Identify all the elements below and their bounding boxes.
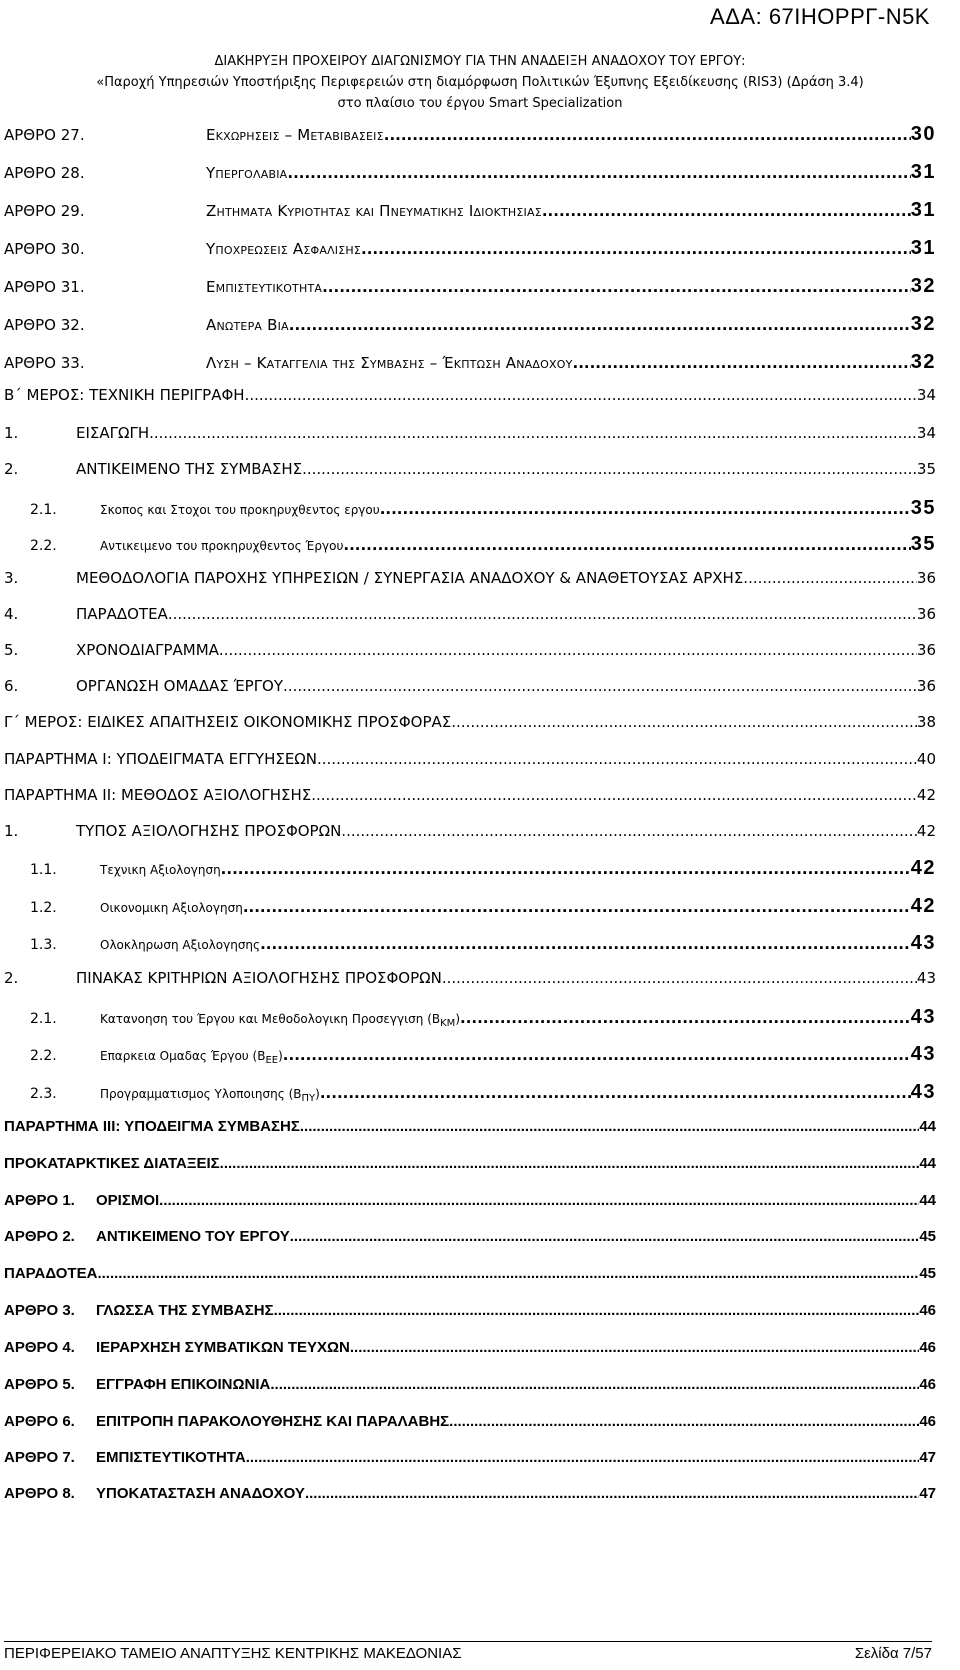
toc-entry-page: 38 bbox=[916, 713, 936, 731]
toc-leader-dots bbox=[149, 424, 917, 442]
document-header bbox=[0, 51, 960, 114]
toc-leader-dots bbox=[743, 569, 917, 587]
toc-entry-number: ΑΡΘΡΟ 5. bbox=[4, 1376, 75, 1393]
toc-entry-title-text: ΠΑΡΑΔΟΤΕΑ bbox=[4, 1265, 98, 1282]
toc-leader-dots bbox=[290, 1228, 920, 1245]
toc-entry-number: ΑΡΘΡΟ 1. bbox=[4, 1192, 75, 1209]
toc-leader-dots bbox=[243, 898, 911, 916]
toc-entry-title-text: ΠΙΝΑΚΑΣ ΚΡΙΤΗΡΙΩΝ ΑΞΙΟΛΟΓΗΣΗΣ ΠΡΟΣΦΟΡΩΝ bbox=[76, 969, 442, 987]
toc-entry-number: 2.1. bbox=[30, 1011, 57, 1027]
toc-entry-title bbox=[4, 1155, 220, 1172]
toc-entry[interactable] bbox=[4, 386, 936, 410]
toc-entry-page: 47 bbox=[919, 1449, 936, 1466]
toc-entry-number: 1. bbox=[4, 822, 19, 840]
toc-entry-number: 2.3. bbox=[30, 1086, 57, 1102]
toc-leader-dots bbox=[246, 1449, 920, 1466]
header-line-2: «Παροχή Υπηρεσιών Υποστήριξης Περιφερειών στη διαμόρφωση Πολιτικών Έξυπνης Εξειδίκευσης (RIS3) (Δράση 3.4) bbox=[96, 75, 864, 90]
toc-entry-title bbox=[100, 901, 243, 915]
toc-entry-title bbox=[96, 1413, 449, 1430]
toc-entry[interactable] bbox=[4, 351, 936, 375]
toc-entry[interactable] bbox=[4, 497, 936, 521]
toc-entry[interactable] bbox=[4, 786, 936, 810]
toc-entry-title-text: Υποχρεωσεις Ασφαλισης bbox=[206, 240, 362, 258]
toc-entry-page: 45 bbox=[919, 1228, 936, 1245]
toc-entry-title bbox=[206, 316, 289, 334]
toc-entry-title bbox=[76, 677, 283, 695]
toc-entry-number: 1.2. bbox=[30, 900, 57, 916]
toc-entry[interactable] bbox=[4, 237, 936, 261]
toc-entry-title-text: ΜΕΘΟΔΟΛΟΓΙΑ ΠΑΡΟΧΗΣ ΥΠΗΡΕΣΙΩΝ / ΣΥΝΕΡΓΑΣΙΑ ΑΝΑΔΟΧΟΥ & ΑΝΑΘΕΤΟΥΣΑΣ ΑΡΧΗΣ bbox=[76, 569, 744, 587]
toc-entry-title-text: Επαρκεια Ομαδας Έργου (Β bbox=[100, 1049, 266, 1063]
toc-leader-dots bbox=[97, 1265, 919, 1282]
toc-entry-number: ΑΡΘΡΟ 30. bbox=[4, 240, 85, 258]
toc-entry[interactable] bbox=[4, 1376, 936, 1400]
toc-leader-dots bbox=[442, 969, 917, 987]
toc-entry-number: 2. bbox=[4, 460, 19, 478]
toc-entry-title-text: ΠΡΟΚΑΤΑΡΚΤΙΚΕΣ ΔΙΑΤΑΞΕΙΣ bbox=[4, 1155, 220, 1172]
toc-entry-page: 42 bbox=[910, 857, 936, 879]
toc-entry-page: 31 bbox=[910, 199, 936, 221]
toc-entry-page: 46 bbox=[919, 1376, 936, 1393]
toc-entry-number: 2.2. bbox=[30, 1048, 57, 1064]
toc-entry-title bbox=[206, 240, 361, 258]
toc-entry[interactable] bbox=[4, 569, 936, 593]
toc-entry-title-text: ΕΜΠΙΣΤΕΥΤΙΚΟΤΗΤΑ bbox=[96, 1449, 246, 1466]
toc-leader-dots bbox=[260, 935, 911, 953]
toc-entry-page: 32 bbox=[910, 351, 936, 373]
toc-entry[interactable] bbox=[4, 1449, 936, 1473]
toc-entry-title bbox=[96, 1228, 290, 1245]
toc-entry-number: ΑΡΘΡΟ 8. bbox=[4, 1485, 75, 1502]
toc-entry-title-text: Εκχωρησεις – Μεταβιβασεις bbox=[206, 126, 384, 144]
toc-entry-page: 47 bbox=[919, 1485, 936, 1502]
toc-entry[interactable] bbox=[4, 1192, 936, 1216]
toc-entry-title bbox=[100, 1049, 283, 1066]
toc-entry-title-text: ΓΛΩΣΣΑ ΤΗΣ ΣΥΜΒΑΣΗΣ bbox=[96, 1302, 274, 1319]
toc-entry-title bbox=[76, 605, 168, 623]
toc-entry-page: 32 bbox=[910, 275, 936, 297]
toc-leader-dots bbox=[168, 605, 917, 623]
toc-entry-number: ΑΡΘΡΟ 4. bbox=[4, 1339, 75, 1356]
toc-entry-title bbox=[76, 424, 149, 442]
toc-entry-title-text: Αντικειμενο του προκηρυχθεντος Έργου bbox=[100, 539, 344, 553]
toc-entry-number: 2. bbox=[4, 969, 19, 987]
toc-leader-dots bbox=[221, 860, 911, 878]
toc-entry-title-text: Προγραμματισμος Υλοποιησης (Β bbox=[100, 1087, 302, 1101]
toc-entry-number: ΑΡΘΡΟ 3. bbox=[4, 1302, 75, 1319]
toc-entry-number: ΑΡΘΡΟ 7. bbox=[4, 1449, 75, 1466]
toc-leader-dots bbox=[460, 1009, 911, 1027]
toc-entry-number: 2.2. bbox=[30, 538, 57, 554]
toc-entry-title bbox=[96, 1339, 350, 1356]
toc-leader-dots bbox=[220, 1155, 920, 1172]
toc-entry-page: 43 bbox=[910, 1043, 936, 1065]
toc-entry-title bbox=[96, 1376, 270, 1393]
toc-entry-title-text: Τεχνικη Αξιολογηση bbox=[100, 863, 221, 877]
toc-leader-dots bbox=[384, 126, 911, 144]
toc-entry-title bbox=[100, 503, 380, 517]
toc-leader-dots bbox=[245, 386, 917, 404]
toc-entry[interactable] bbox=[4, 1228, 936, 1252]
toc-entry-subscript: ΠΥ bbox=[301, 1093, 316, 1104]
toc-leader-dots bbox=[573, 354, 911, 372]
toc-entry-number: 3. bbox=[4, 569, 19, 587]
toc-entry-page: 31 bbox=[910, 237, 936, 259]
toc-entry-subscript: ΚΜ bbox=[440, 1018, 456, 1029]
toc-leader-dots bbox=[283, 1046, 911, 1064]
toc-leader-dots bbox=[322, 278, 911, 296]
toc-leader-dots bbox=[283, 677, 917, 695]
toc-leader-dots bbox=[380, 500, 911, 518]
toc-entry-page: 44 bbox=[919, 1192, 936, 1209]
toc-entry[interactable] bbox=[4, 1413, 936, 1437]
toc-entry-title bbox=[4, 1118, 300, 1135]
toc-entry-title bbox=[4, 1265, 97, 1282]
toc-entry-title-text: Ανωτερα Βια bbox=[206, 316, 289, 334]
footer-organization: ΠΕΡΙΦΕΡΕΙΑΚΟ ΤΑΜΕΙΟ ΑΝΑΠΤΥΞΗΣ ΚΕΝΤΡΙΚΗΣ ΜΑΚΕΔΟΝΙΑΣ bbox=[4, 1645, 462, 1662]
toc-entry[interactable] bbox=[4, 1339, 936, 1363]
toc-entry-number: ΑΡΘΡΟ 28. bbox=[4, 164, 85, 182]
toc-leader-dots bbox=[341, 822, 917, 840]
toc-entry-subscript: ΕΕ bbox=[265, 1055, 279, 1066]
ada-code: ΑΔΑ: 67ΙΗΟΡΡΓ-Ν5Κ bbox=[710, 4, 930, 29]
toc-entry-title-text: Σκοπος και Στοχοι του προκηρυχθεντος εργου bbox=[100, 503, 380, 517]
toc-entry-title bbox=[4, 713, 451, 731]
toc-entry-title bbox=[206, 202, 542, 220]
toc-entry-page: 36 bbox=[916, 569, 936, 587]
toc-entry-title-text: ΠΑΡΑΡΤΗΜΑ ΙΙΙ: ΥΠΟΔΕΙΓΜΑ ΣΥΜΒΑΣΗΣ bbox=[4, 1118, 300, 1135]
toc-entry-title-text: Κατανοηση του Έργου και Μεθοδολογικη Προσεγγιση (Β bbox=[100, 1012, 441, 1026]
toc-entry[interactable] bbox=[4, 932, 936, 956]
toc-entry-number: 1.3. bbox=[30, 937, 57, 953]
toc-entry[interactable] bbox=[4, 1118, 936, 1142]
toc-entry-title bbox=[4, 386, 245, 404]
toc-entry-page: 35 bbox=[910, 497, 936, 519]
toc-leader-dots bbox=[350, 1339, 919, 1356]
toc-entry-page: 46 bbox=[919, 1339, 936, 1356]
toc-entry-number: 2.1. bbox=[30, 502, 57, 518]
toc-entry[interactable] bbox=[4, 161, 936, 185]
toc-leader-dots bbox=[300, 1118, 919, 1135]
toc-leader-dots bbox=[159, 1192, 919, 1209]
toc-entry-title bbox=[100, 539, 343, 553]
toc-entry-title-text: ΙΕΡΑΡΧΗΣΗ ΣΥΜΒΑΤΙΚΩΝ ΤΕΥΧΩΝ bbox=[96, 1339, 350, 1356]
toc-entry-page: 43 bbox=[910, 1006, 936, 1028]
toc-entry-number: 4. bbox=[4, 605, 19, 623]
toc-entry-title-text: ΕΓΓΡΑΦΗ ΕΠΙΚΟΙΝΩΝΙΑ bbox=[96, 1376, 271, 1393]
toc-entry[interactable] bbox=[4, 313, 936, 337]
toc-entry-page: 36 bbox=[916, 677, 936, 695]
toc-leader-dots bbox=[449, 1413, 919, 1430]
toc-entry-title-text: Λυση – Καταγγελια της Συμβασης – Έκπτωση Αναδοχου bbox=[206, 354, 573, 372]
toc-entry-title bbox=[100, 1012, 460, 1029]
toc-entry-title bbox=[96, 1192, 159, 1209]
toc-entry-title bbox=[206, 126, 384, 144]
toc-entry-page: 43 bbox=[910, 1081, 936, 1103]
toc-entry-title bbox=[96, 1449, 246, 1466]
toc-entry[interactable] bbox=[4, 1081, 936, 1105]
toc-entry-title-text: ΑΝΤΙΚΕΙΜΕΝΟ ΤΟΥ ΕΡΓΟΥ bbox=[96, 1228, 290, 1245]
toc-entry-page: 43 bbox=[910, 932, 936, 954]
toc-entry-number: ΑΡΘΡΟ 27. bbox=[4, 126, 85, 144]
toc-entry-title-text: ΠΑΡΑΡΤΗΜΑ ΙΙ: ΜΕΘΟΔΟΣ ΑΞΙΟΛΟΓΗΣΗΣ bbox=[4, 786, 312, 804]
toc-entry-title-text: ΤΥΠΟΣ ΑΞΙΟΛΟΓΗΣΗΣ ΠΡΟΣΦΟΡΩΝ bbox=[76, 822, 342, 840]
toc-entry-title-suffix: ) bbox=[278, 1049, 283, 1063]
toc-leader-dots bbox=[305, 1485, 919, 1502]
toc-entry-page: 36 bbox=[916, 641, 936, 659]
toc-entry[interactable] bbox=[4, 1265, 936, 1289]
toc-entry-number: 1. bbox=[4, 424, 19, 442]
toc-entry-title-suffix: ) bbox=[315, 1087, 320, 1101]
toc-entry-page: 46 bbox=[919, 1302, 936, 1319]
toc-entry-title-text: Εμπιστευτικοτητα bbox=[206, 278, 323, 296]
toc-entry-page: 42 bbox=[910, 895, 936, 917]
toc-entry[interactable] bbox=[4, 275, 936, 299]
toc-entry-number: ΑΡΘΡΟ 31. bbox=[4, 278, 85, 296]
toc-entry-title bbox=[206, 354, 573, 372]
toc-entry-title bbox=[4, 750, 317, 768]
toc-entry-number: ΑΡΘΡΟ 32. bbox=[4, 316, 85, 334]
toc-leader-dots bbox=[219, 641, 917, 659]
toc-entry-title-text: ΕΠΙΤΡΟΠΗ ΠΑΡΑΚΟΛΟΥΘΗΣΗΣ ΚΑΙ ΠΑΡΑΛΑΒΗΣ bbox=[96, 1413, 450, 1430]
toc-entry-title bbox=[96, 1485, 305, 1502]
toc-entry-title bbox=[76, 641, 219, 659]
toc-leader-dots bbox=[270, 1376, 919, 1393]
toc-entry-number: 1.1. bbox=[30, 862, 57, 878]
toc-leader-dots bbox=[343, 536, 910, 554]
toc-entry-title-text: ΧΡΟΝΟΔΙΑΓΡΑΜΜΑ bbox=[76, 641, 219, 659]
footer-divider bbox=[4, 1641, 932, 1642]
toc-leader-dots bbox=[361, 240, 911, 258]
toc-entry-title bbox=[206, 278, 322, 296]
toc-entry-title-text: ΥΠΟΚΑΤΑΣΤΑΣΗ ΑΝΑΔΟΧΟΥ bbox=[96, 1485, 305, 1502]
toc-entry-number: ΑΡΘΡΟ 6. bbox=[4, 1413, 75, 1430]
toc-entry-number: 6. bbox=[4, 677, 19, 695]
toc-leader-dots bbox=[287, 164, 910, 182]
toc-entry[interactable] bbox=[4, 424, 936, 448]
toc-entry-title-text: Οικονομικη Αξιολογηση bbox=[100, 901, 243, 915]
toc-entry-title bbox=[100, 863, 221, 877]
toc-entry[interactable] bbox=[4, 1155, 936, 1179]
header-line-1: ΔΙΑΚΗΡΥΞΗ ΠΡΟΧΕΙΡΟΥ ΔΙΑΓΩΝΙΣΜΟΥ ΓΙΑ ΤΗΝ ΑΝΑΔΕΙΞΗ ΑΝΑΔΟΧΟΥ ΤΟΥ ΕΡΓΟΥ: bbox=[214, 54, 746, 69]
toc-entry[interactable] bbox=[4, 641, 936, 665]
page-footer bbox=[4, 1645, 932, 1665]
toc-entry-title bbox=[76, 969, 442, 987]
toc-entry-page: 42 bbox=[916, 786, 936, 804]
toc-entry-page: 35 bbox=[910, 533, 936, 555]
toc-leader-dots bbox=[320, 1084, 911, 1102]
toc-leader-dots bbox=[289, 316, 911, 334]
toc-entry-page: 44 bbox=[919, 1118, 936, 1135]
toc-leader-dots bbox=[274, 1302, 920, 1319]
toc-entry-title-text: Γ΄ ΜΕΡΟΣ: ΕΙΔΙΚΕΣ ΑΠΑΙΤΗΣΕΙΣ ΟΙΚΟΝΟΜΙΚΗΣ ΠΡΟΣΦΟΡΑΣ bbox=[4, 713, 452, 731]
toc-entry[interactable] bbox=[4, 199, 936, 223]
toc-entry-page: 30 bbox=[910, 123, 936, 145]
toc-entry-number: ΑΡΘΡΟ 29. bbox=[4, 202, 85, 220]
toc-entry-number: ΑΡΘΡΟ 33. bbox=[4, 354, 85, 372]
toc-entry-title-text: Υπεργολαβια bbox=[206, 164, 288, 182]
toc-entry-title-text: Ολοκληρωση Αξιολογησης bbox=[100, 938, 261, 952]
toc-entry-page: 45 bbox=[919, 1265, 936, 1282]
toc-entry-title-text: ΕΙΣΑΓΩΓΗ bbox=[76, 424, 150, 442]
toc-entry[interactable] bbox=[4, 1006, 936, 1030]
toc-entry-title-text: Β΄ ΜΕΡΟΣ: ΤΕΧΝΙΚΗ ΠΕΡΙΓΡΑΦΗ bbox=[4, 386, 245, 404]
toc-entry-title-text: ΟΡΙΣΜΟΙ bbox=[96, 1192, 160, 1209]
toc-entry-title bbox=[96, 1302, 274, 1319]
toc-entry[interactable] bbox=[4, 857, 936, 881]
toc-leader-dots bbox=[451, 713, 917, 731]
toc-entry[interactable] bbox=[4, 533, 936, 557]
toc-entry-title-text: ΠΑΡΑΡΤΗΜΑ Ι: ΥΠΟΔΕΙΓΜΑΤΑ ΕΓΓΥΗΣΕΩΝ bbox=[4, 750, 317, 768]
toc-entry-page: 31 bbox=[910, 161, 936, 183]
toc-entry[interactable] bbox=[4, 460, 936, 484]
toc-entry[interactable] bbox=[4, 895, 936, 919]
toc-leader-dots bbox=[311, 786, 917, 804]
toc-entry-title bbox=[76, 569, 743, 587]
toc-entry[interactable] bbox=[4, 969, 936, 993]
toc-entry-page: 42 bbox=[916, 822, 936, 840]
toc-entry-page: 35 bbox=[916, 460, 936, 478]
toc-entry-page: 46 bbox=[919, 1413, 936, 1430]
toc-entry[interactable] bbox=[4, 123, 936, 147]
toc-entry[interactable] bbox=[4, 822, 936, 846]
page-number: Σελίδα 7/57 bbox=[854, 1645, 932, 1662]
toc-entry-number: ΑΡΘΡΟ 2. bbox=[4, 1228, 75, 1245]
toc-entry[interactable] bbox=[4, 750, 936, 774]
toc-entry-title-text: Ζητηματα Κυριοτητας και Πνευματικης Ιδιοκτησιας bbox=[206, 202, 542, 220]
toc-entry-title bbox=[206, 164, 287, 182]
toc-entry-page: 40 bbox=[916, 750, 936, 768]
toc-entry[interactable] bbox=[4, 1485, 936, 1509]
toc-entry-title-text: ΟΡΓΑΝΩΣΗ ΟΜΑΔΑΣ ΈΡΓΟΥ bbox=[76, 677, 284, 695]
toc-leader-dots bbox=[542, 202, 911, 220]
toc-entry-title-text: ΠΑΡΑΔΟΤΕΑ bbox=[76, 605, 168, 623]
toc-entry-title bbox=[76, 460, 302, 478]
toc-entry-title bbox=[4, 786, 311, 804]
header-line-3: στο πλαίσιο του έργου Smart Specialization bbox=[337, 96, 623, 111]
toc-leader-dots bbox=[317, 750, 917, 768]
toc-entry-page: 32 bbox=[910, 313, 936, 335]
toc-entry-title-suffix: ) bbox=[455, 1012, 460, 1026]
toc-entry[interactable] bbox=[4, 1302, 936, 1326]
toc-entry-title bbox=[76, 822, 341, 840]
toc-entry-page: 44 bbox=[919, 1155, 936, 1172]
toc-entry-page: 36 bbox=[916, 605, 936, 623]
toc-entry-title bbox=[100, 938, 260, 952]
toc-entry[interactable] bbox=[4, 1043, 936, 1067]
toc-leader-dots bbox=[302, 460, 917, 478]
toc-entry-page: 43 bbox=[916, 969, 936, 987]
toc-entry-title-text: ΑΝΤΙΚΕΙΜΕΝΟ ΤΗΣ ΣΥΜΒΑΣΗΣ bbox=[76, 460, 303, 478]
toc-entry-number: 5. bbox=[4, 641, 19, 659]
toc-entry-page: 34 bbox=[916, 386, 936, 404]
toc-entry-title bbox=[100, 1087, 320, 1104]
toc-entry[interactable] bbox=[4, 677, 936, 701]
toc-entry[interactable] bbox=[4, 605, 936, 629]
toc-entry[interactable] bbox=[4, 713, 936, 737]
toc-entry-page: 34 bbox=[916, 424, 936, 442]
